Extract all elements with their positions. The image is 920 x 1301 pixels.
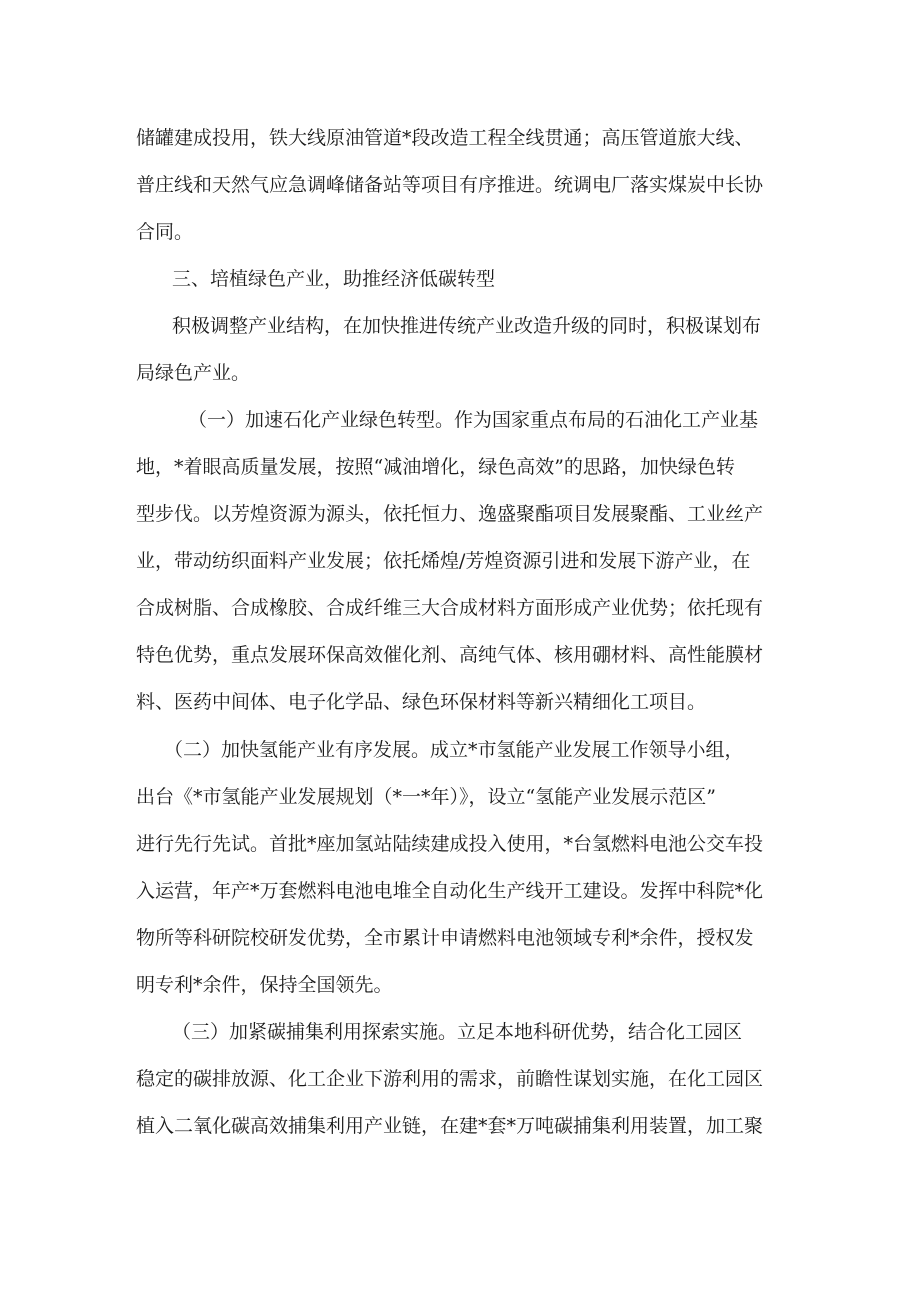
text-line: 积极调整产业结构，在加快推进传统产业改造升级的同时，积极谋划布	[172, 315, 762, 337]
text-line: 合成树脂、合成橡胶、合成纤维三大合成材料方面形成产业优势；依托现有	[136, 597, 764, 619]
subsection-line: （一）加速石化产业绿色转型。作为国家重点布局的石油化工产业基	[188, 409, 759, 431]
text-line: 料、医药中间体、电子化学品、绿色环保材料等新兴精细化工项目。	[136, 691, 707, 713]
text-line: 物所等科研院校研发优势，全市累计申请燃料电池领域专利*余件，授权发	[136, 927, 754, 949]
subsection-line: （三）加紧碳捕集利用探索实施。立足本地科研优势，结合化工园区	[172, 1021, 743, 1043]
text-line: 进行先行先试。首批*座加氢站陆续建成投入使用，*台氢燃料电池公交车投	[136, 833, 764, 855]
text-line: 局绿色产业。	[136, 362, 251, 384]
text-line: 明专利*余件，保持全国领先。	[136, 974, 393, 996]
text-line: 出台《*市氢能产业发展规划（*一*年）》，设立“氢能产业发展示范区”	[136, 786, 716, 808]
text-line: 储罐建成投用，铁大线原油管道*段改造工程全线贯通；高压管道旅大线、	[136, 127, 754, 149]
text-line: 特色优势，重点发展环保高效催化剂、高纯气体、核用硼材料、高性能膜材	[136, 644, 764, 666]
section-heading: 三、培植绿色产业，助推经济低碳转型	[172, 268, 496, 290]
text-line: 业，带动纺织面料产业发展；依托烯煌/芳煌资源引进和发展下游产业，在	[136, 550, 751, 572]
text-line: 稳定的碳排放源、化工企业下游利用的需求，前瞻性谋划实施，在化工园区	[136, 1068, 764, 1090]
subsection-line: （二）加快氢能产业有序发展。成立*市氢能产业发展工作领导小组，	[164, 739, 744, 761]
text-line: 地，*着眼高质量发展，按照“减油增化，绿色高效”的思路，加快绿色转	[136, 456, 735, 478]
text-line: 入运营，年产*万套燃料电池电堆全自动化生产线开工建设。发挥中科院*化	[136, 880, 764, 902]
text-line: 普庄线和天然气应急调峰储备站等项目有序推进。统调电厂落实煤炭中长协	[136, 174, 764, 196]
text-line: 型步伐。以芳煌资源为源头，依托恒力、逸盛聚酯项目发展聚酯、工业丝产	[136, 503, 764, 525]
text-line: 合同。	[136, 221, 194, 243]
text-line: 植入二氧化碳高效捕集利用产业链，在建*套*万吨碳捕集利用装置，加工聚	[136, 1115, 764, 1137]
